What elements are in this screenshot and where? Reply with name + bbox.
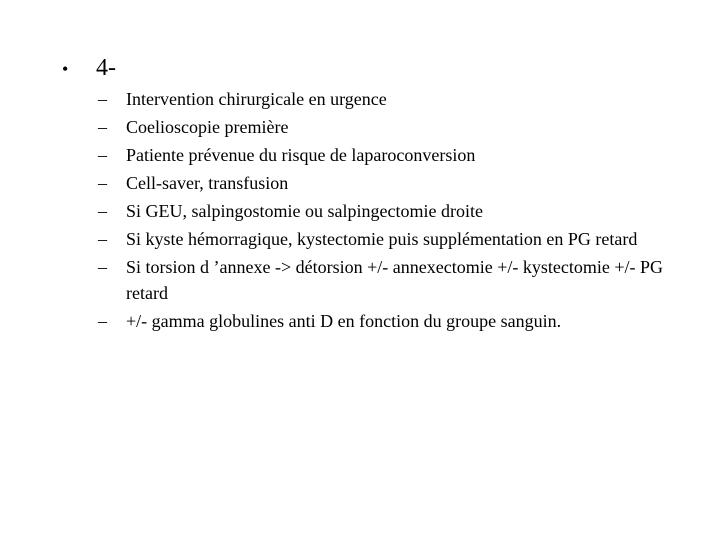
dash-icon: –: [98, 173, 107, 193]
list-item: [98, 254, 698, 306]
dash-icon: –: [98, 201, 107, 221]
dash-icon: –: [98, 117, 107, 137]
bullet-icon: •: [62, 59, 69, 79]
list-item: [98, 114, 698, 140]
list-item-text: Intervention chirurgicale en urgence: [126, 89, 387, 109]
dash-icon: –: [98, 145, 107, 165]
list-item: [98, 170, 698, 196]
dash-icon: –: [98, 311, 107, 331]
list-item: [98, 226, 698, 252]
list-item: [98, 142, 698, 168]
list-item-text: Si kyste hémorragique, kystectomie puis supplémentation en PG retard: [126, 229, 638, 249]
sub-bullet-list: [98, 86, 698, 336]
list-item-text: Coelioscopie première: [126, 117, 289, 137]
bullet-label: 4-: [96, 55, 116, 81]
list-item-text: +/- gamma globulines anti D en fonction du groupe sanguin.: [126, 311, 562, 331]
dash-icon: –: [98, 257, 107, 277]
list-item-text: Si GEU, salpingostomie ou salpingectomie droite: [126, 201, 483, 221]
list-item-text: Si torsion d ’annexe -> détorsion +/- annexectomie +/- kystectomie +/- PG retard: [126, 257, 663, 303]
list-item: [98, 198, 698, 224]
list-item-text: Patiente prévenue du risque de laparoconversion: [126, 145, 476, 165]
dash-icon: –: [98, 89, 107, 109]
list-item: [98, 86, 698, 112]
list-item: [98, 308, 698, 334]
main-bullet: [62, 52, 116, 85]
list-item-text: Cell-saver, transfusion: [126, 173, 289, 193]
dash-icon: –: [98, 229, 107, 249]
